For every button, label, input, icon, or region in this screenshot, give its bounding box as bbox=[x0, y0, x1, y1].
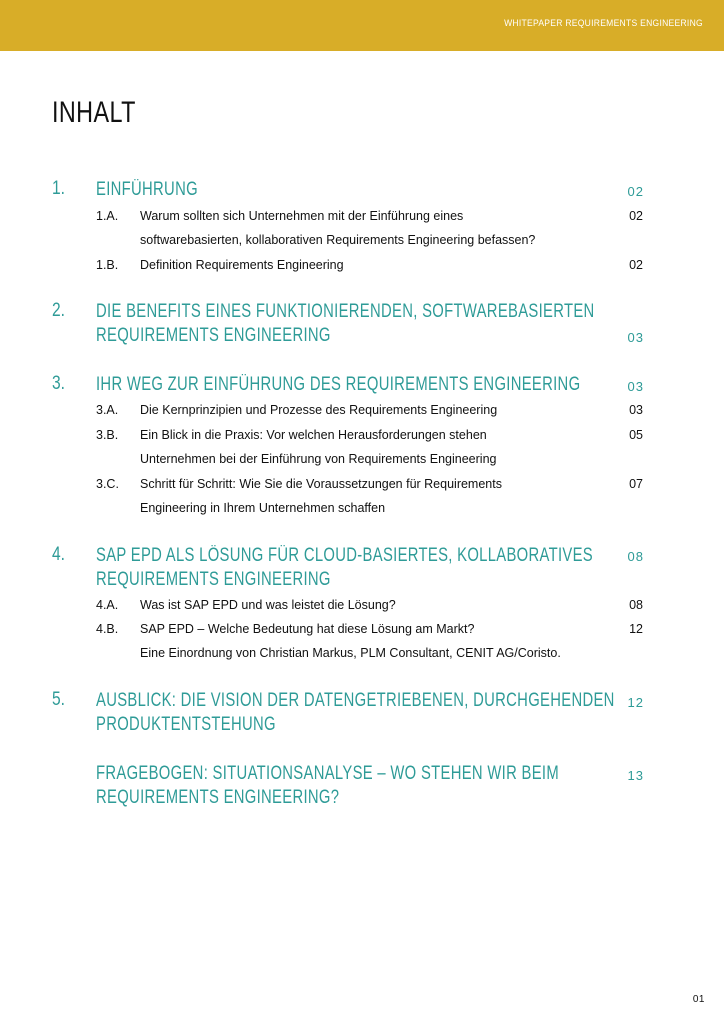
section-number: 1. bbox=[52, 178, 66, 199]
subsection-title-line1: Die Kernprinzipien und Prozesse des Requirements Engineering bbox=[140, 403, 498, 417]
subsection-page: 03 bbox=[629, 403, 643, 417]
subsection-page: 12 bbox=[629, 622, 643, 636]
section-page: 03 bbox=[627, 330, 644, 345]
section-page: 02 bbox=[627, 184, 644, 199]
section-number: 5. bbox=[52, 689, 66, 710]
subsection-number: 1.A. bbox=[96, 209, 119, 223]
subsection-page: 08 bbox=[629, 598, 643, 612]
section-title: EINFÜHRUNG bbox=[96, 179, 198, 200]
subsection-page: 02 bbox=[629, 209, 643, 223]
subsection-title-line2: Eine Einordnung von Christian Markus, PLM Consultant, CENIT AG/Coristo. bbox=[140, 646, 561, 660]
section-title-line1: AUSBLICK: DIE VISION DER DATENGETRIEBENEN, DURCHGEHENDEN bbox=[96, 690, 615, 711]
header-title: WHITEPAPER REQUIREMENTS ENGINEERING bbox=[504, 18, 703, 29]
section-page: 03 bbox=[627, 379, 644, 394]
section-title-line2: REQUIREMENTS ENGINEERING? bbox=[96, 787, 340, 808]
header-bar bbox=[0, 0, 724, 51]
section-number: 2. bbox=[52, 300, 66, 321]
section-title-line1: FRAGEBOGEN: SITUATIONSANALYSE – WO STEHEN WIR BEIM bbox=[96, 763, 560, 784]
section-title-line2: REQUIREMENTS ENGINEERING bbox=[96, 325, 331, 346]
section-title-line1: DIE BENEFITS EINES FUNKTIONIERENDEN, SOFTWAREBASIERTEN bbox=[96, 301, 595, 322]
subsection-page: 02 bbox=[629, 258, 643, 272]
subsection-number: 4.B. bbox=[96, 622, 119, 636]
subsection-title-line1: Warum sollten sich Unternehmen mit der Einführung eines bbox=[140, 209, 464, 223]
section-page: 12 bbox=[627, 695, 644, 710]
subsection-number: 3.C. bbox=[96, 477, 119, 491]
section-title-line1: SAP EPD ALS LÖSUNG FÜR CLOUD-BASIERTES, KOLLABORATIVES bbox=[96, 545, 594, 566]
subsection-number: 1.B. bbox=[96, 258, 119, 272]
subsection-title-line1: Definition Requirements Engineering bbox=[140, 258, 344, 272]
section-number: 4. bbox=[52, 544, 66, 565]
subsection-number: 3.A. bbox=[96, 403, 119, 417]
page-number: 01 bbox=[692, 994, 705, 1005]
subsection-number: 4.A. bbox=[96, 598, 119, 612]
subsection-title-line1: Was ist SAP EPD und was leistet die Lösung? bbox=[140, 598, 396, 612]
subsection-number: 3.B. bbox=[96, 428, 119, 442]
section-title-line2: REQUIREMENTS ENGINEERING bbox=[96, 569, 331, 590]
subsection-title-line1: Schritt für Schritt: Wie Sie die Voraussetzungen für Requirements bbox=[140, 477, 502, 491]
subsection-page: 05 bbox=[629, 428, 643, 442]
subsection-title-line1: Ein Blick in die Praxis: Vor welchen Herausforderungen stehen bbox=[140, 428, 487, 442]
section-page: 13 bbox=[627, 768, 644, 783]
section-page: 08 bbox=[627, 549, 644, 564]
subsection-title-line1: SAP EPD – Welche Bedeutung hat diese Lösung am Markt? bbox=[140, 622, 475, 636]
page-title: INHALT bbox=[52, 96, 136, 129]
subsection-title-line2: Unternehmen bei der Einführung von Requirements Engineering bbox=[140, 452, 497, 466]
subsection-title-line2: Engineering in Ihrem Unternehmen schaffen bbox=[140, 501, 386, 515]
subsection-title-line2: softwarebasierten, kollaborativen Requirements Engineering befassen? bbox=[140, 233, 536, 247]
section-number: 3. bbox=[52, 373, 66, 394]
subsection-page: 07 bbox=[629, 477, 643, 491]
section-title-line2: PRODUKTENTSTEHUNG bbox=[96, 714, 276, 735]
section-title: IHR WEG ZUR EINFÜHRUNG DES REQUIREMENTS ENGINEERING bbox=[96, 374, 581, 395]
